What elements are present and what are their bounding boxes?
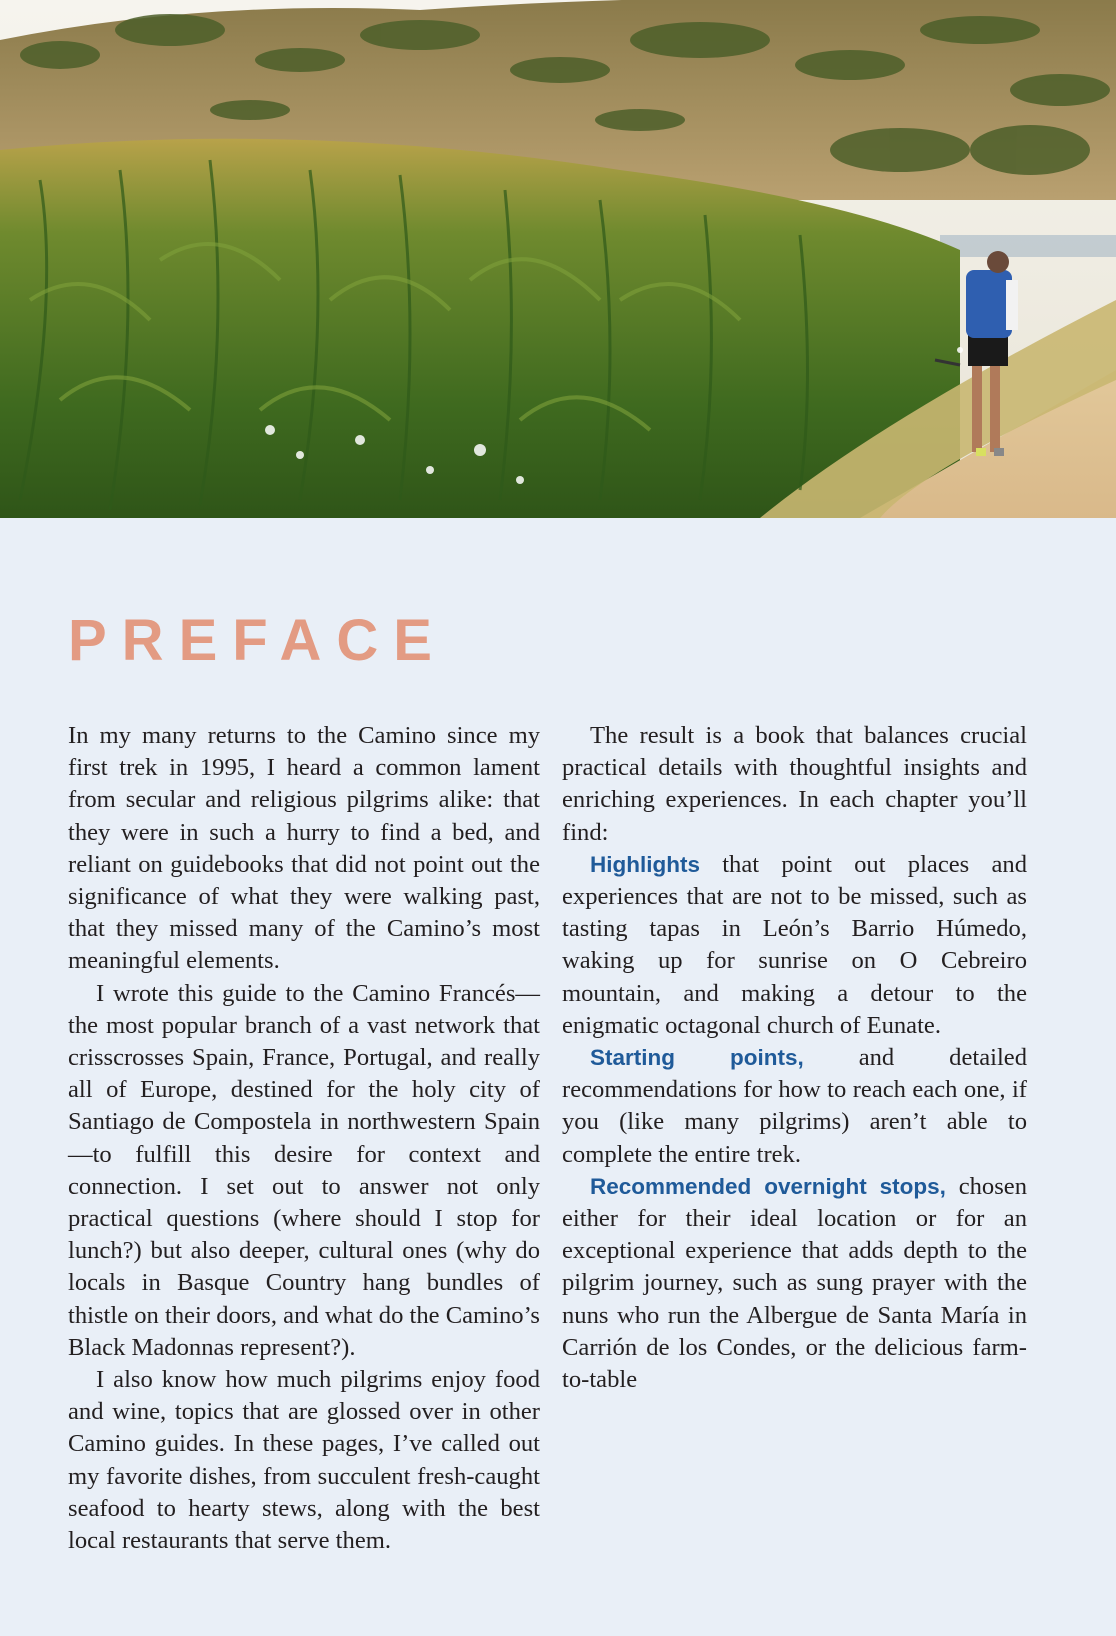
list-item-overnight-stops xyxy=(562,1171,1027,1396)
page-title: PREFACE xyxy=(68,608,447,673)
camino-cornfield-pilgrim-photo-icon xyxy=(0,0,1116,518)
starting-points-text: and detailed recommendations for how to reach each one, if you (like many pilgrims) aren’t able to complete the entire trek. xyxy=(562,1044,1027,1168)
paragraph-intro: In my many returns to the Camino since my first trek in 1995, I heard a common lament from secular and religious pilgrims alike: that they were in such a hurry to find a bed, and reliant on guidebooks that did not point out the significance of what they were walking past, that they missed many of the Camino’s most meaningful elements. xyxy=(68,722,540,975)
overnight-stops-text: chosen either for their ideal location or for an exceptional experience that adds depth to the pilgrim journey, such as sung prayer with the nuns who run the Albergue de Santa María in Carrión de los Condes, or the delicious farm-to-table xyxy=(562,1172,1027,1394)
paragraph-result: The result is a book that balances crucial practical details with thoughtful insights and enriching experiences. In each chapter you’ll find: xyxy=(562,722,1027,846)
paragraph-food-wine-start xyxy=(68,1364,540,1557)
list-item-highlights xyxy=(562,849,1027,1042)
starting-points-label: Starting points, xyxy=(590,1045,804,1071)
paragraph-food-wine-text: I also know how much pilgrims enjoy food and wine, topics that are glossed over in other Camino guides. In these pages, I’ve called out my favorite dishes, from succulent fresh-caught seafood to hearty stews, along with the best local restaurants that serve them. xyxy=(68,1366,540,1555)
highlights-text: that point out places and experiences that are not to be missed, such as tasting tapas in León’s Barrio Húmedo, waking up for sunrise on O Cebreiro mountain, and making a detour to the enigmatic octagonal church of Eunate. xyxy=(562,850,1027,1039)
list-item-starting-points xyxy=(562,1042,1027,1171)
overnight-stops-label: Recommended overnight stops, xyxy=(590,1173,946,1199)
hero-photo xyxy=(0,0,1116,518)
paragraph-guide-purpose: I wrote this guide to the Camino Francés—the most popular branch of a vast network that crisscrosses Spain, France, Portugal, and really all of Europe, destined for the holy city of Santiago de Compostela in northwestern Spain—to fulfill this desire for context and connection. I set out to answer not only practical questions (where should I stop for lunch?) but also deeper, cultural ones (why do locals in Basque Country hang bundles of thistle on their doors, and what do the Camino’s Black Madonnas represent?). xyxy=(68,979,541,1361)
right-column xyxy=(562,720,1027,1396)
highlights-label: Highlights xyxy=(590,851,700,877)
left-column xyxy=(68,720,540,1557)
